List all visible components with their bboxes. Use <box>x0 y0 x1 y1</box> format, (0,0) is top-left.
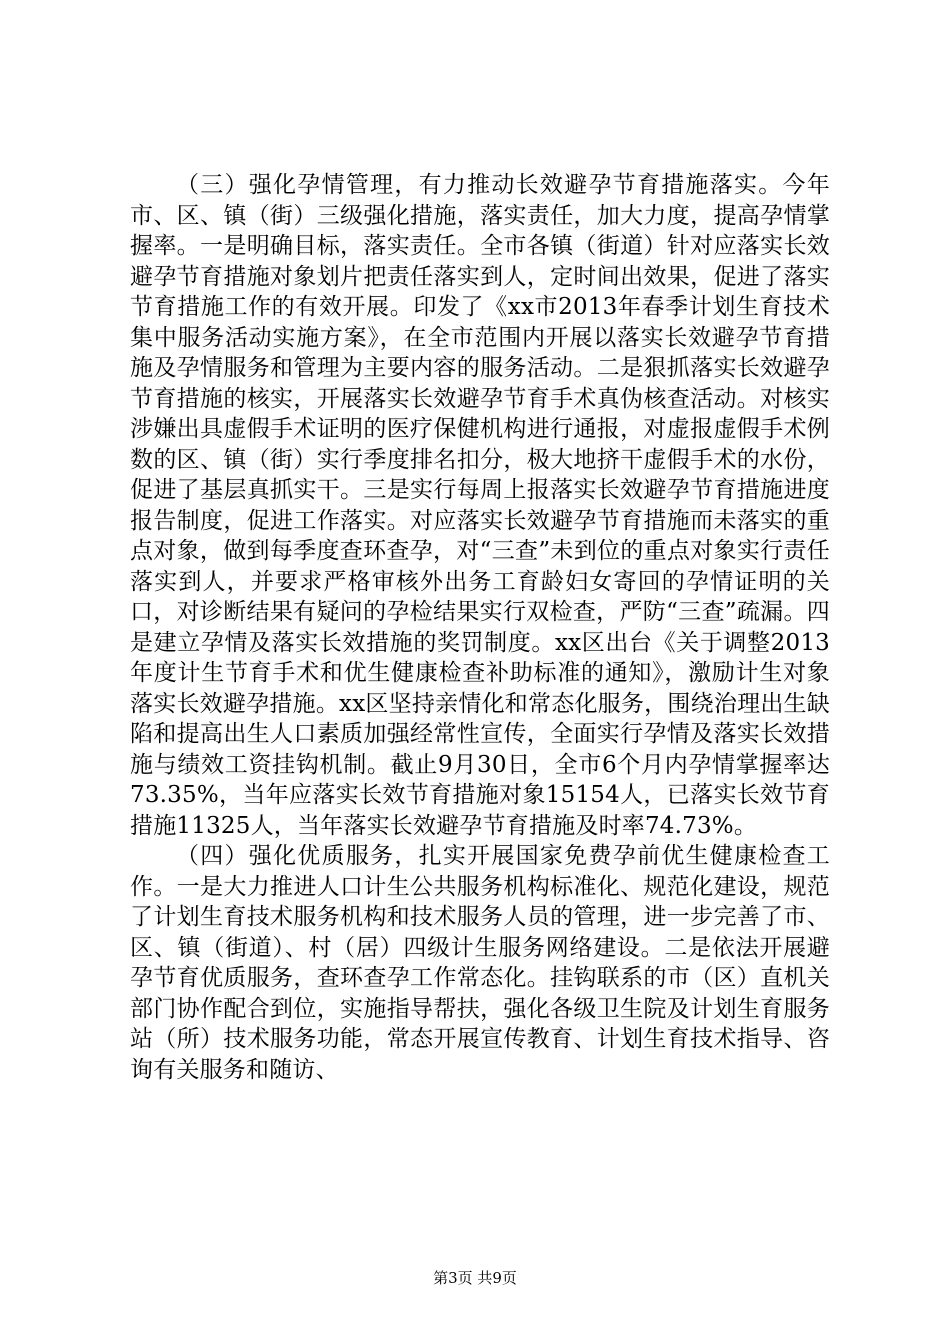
page-number-footer: 第3页 共9页 <box>433 1269 517 1287</box>
paragraph-section-3: （三）强化孕情管理，有力推动长效避孕节育措施落实。今年市、区、镇（街）三级强化措施，落实责任，加大力度，提高孕情掌握率。一是明确目标，落实责任。全市各镇（街道）针对应落实长效避孕节育措施对象划片把责任落实到人，定时间出效果，促进了落实节育措施工作的有效开展。印发了《xx市2013年春季计划生育技术集中服务活动实施方案》，在全市范围内开展以落实长效避孕节育措施及孕情服务和管理为主要内容的服务活动。二是狠抓落实长效避孕节育措施的核实，开展落实长效避孕节育手术真伪核查活动。对核实涉嫌出具虚假手术证明的医疗保健机构进行通报，对虚报虚假手术例数的区、镇（街）实行季度排名扣分，极大地挤干虚假手术的水份，促进了基层真抓实干。三是实行每周上报落实长效避孕节育措施进度报告制度，促进工作落实。对应落实长效避孕节育措施而未落实的重点对象，做到每季度查环查孕，对“三查”未到位的重点对象实行责任落实到人，并要求严格审核外出务工育龄妇女寄回的孕情证明的关口，对诊断结果有疑问的孕检结果实行双检查，严防“三查”疏漏。四是建立孕情及落实长效措施的奖罚制度。xx区出台《关于调整2013年度计生节育手术和优生健康检查补助标准的通知》，激励计生对象落实长效避孕措施。xx区坚持亲情化和常态化服务，围绕治理出生缺陷和提高出生人口素质加强经常性宣传，全面实行孕情及落实长效措施与绩效工资挂钩机制。截止9月30日，全市6个月内孕情掌握率达73.35%，当年应落实长效节育措施对象15154人，已落实长效节育措施11325人，当年落实长效避孕节育措施及时率74.73%。 <box>130 172 830 839</box>
document-body <box>130 170 830 1085</box>
paragraph-section-4: （四）强化优质服务，扎实开展国家免费孕前优生健康检查工作。一是大力推进人口计生公共服务机构标准化、规范化建设，规范了计划生育技术服务机构和技术服务人员的管理，进一步完善了市、区、镇（街道）、村（居）四级计生服务网络建设。二是依法开展避孕节育优质服务，查环查孕工作常态化。挂钩联系的市（区）直机关部门协作配合到位，实施指导帮扶，强化各级卫生院及计划生育服务站（所）技术服务功能，常态开展宣传教育、计划生育技术指导、咨询有关服务和随访、 <box>130 843 830 1083</box>
